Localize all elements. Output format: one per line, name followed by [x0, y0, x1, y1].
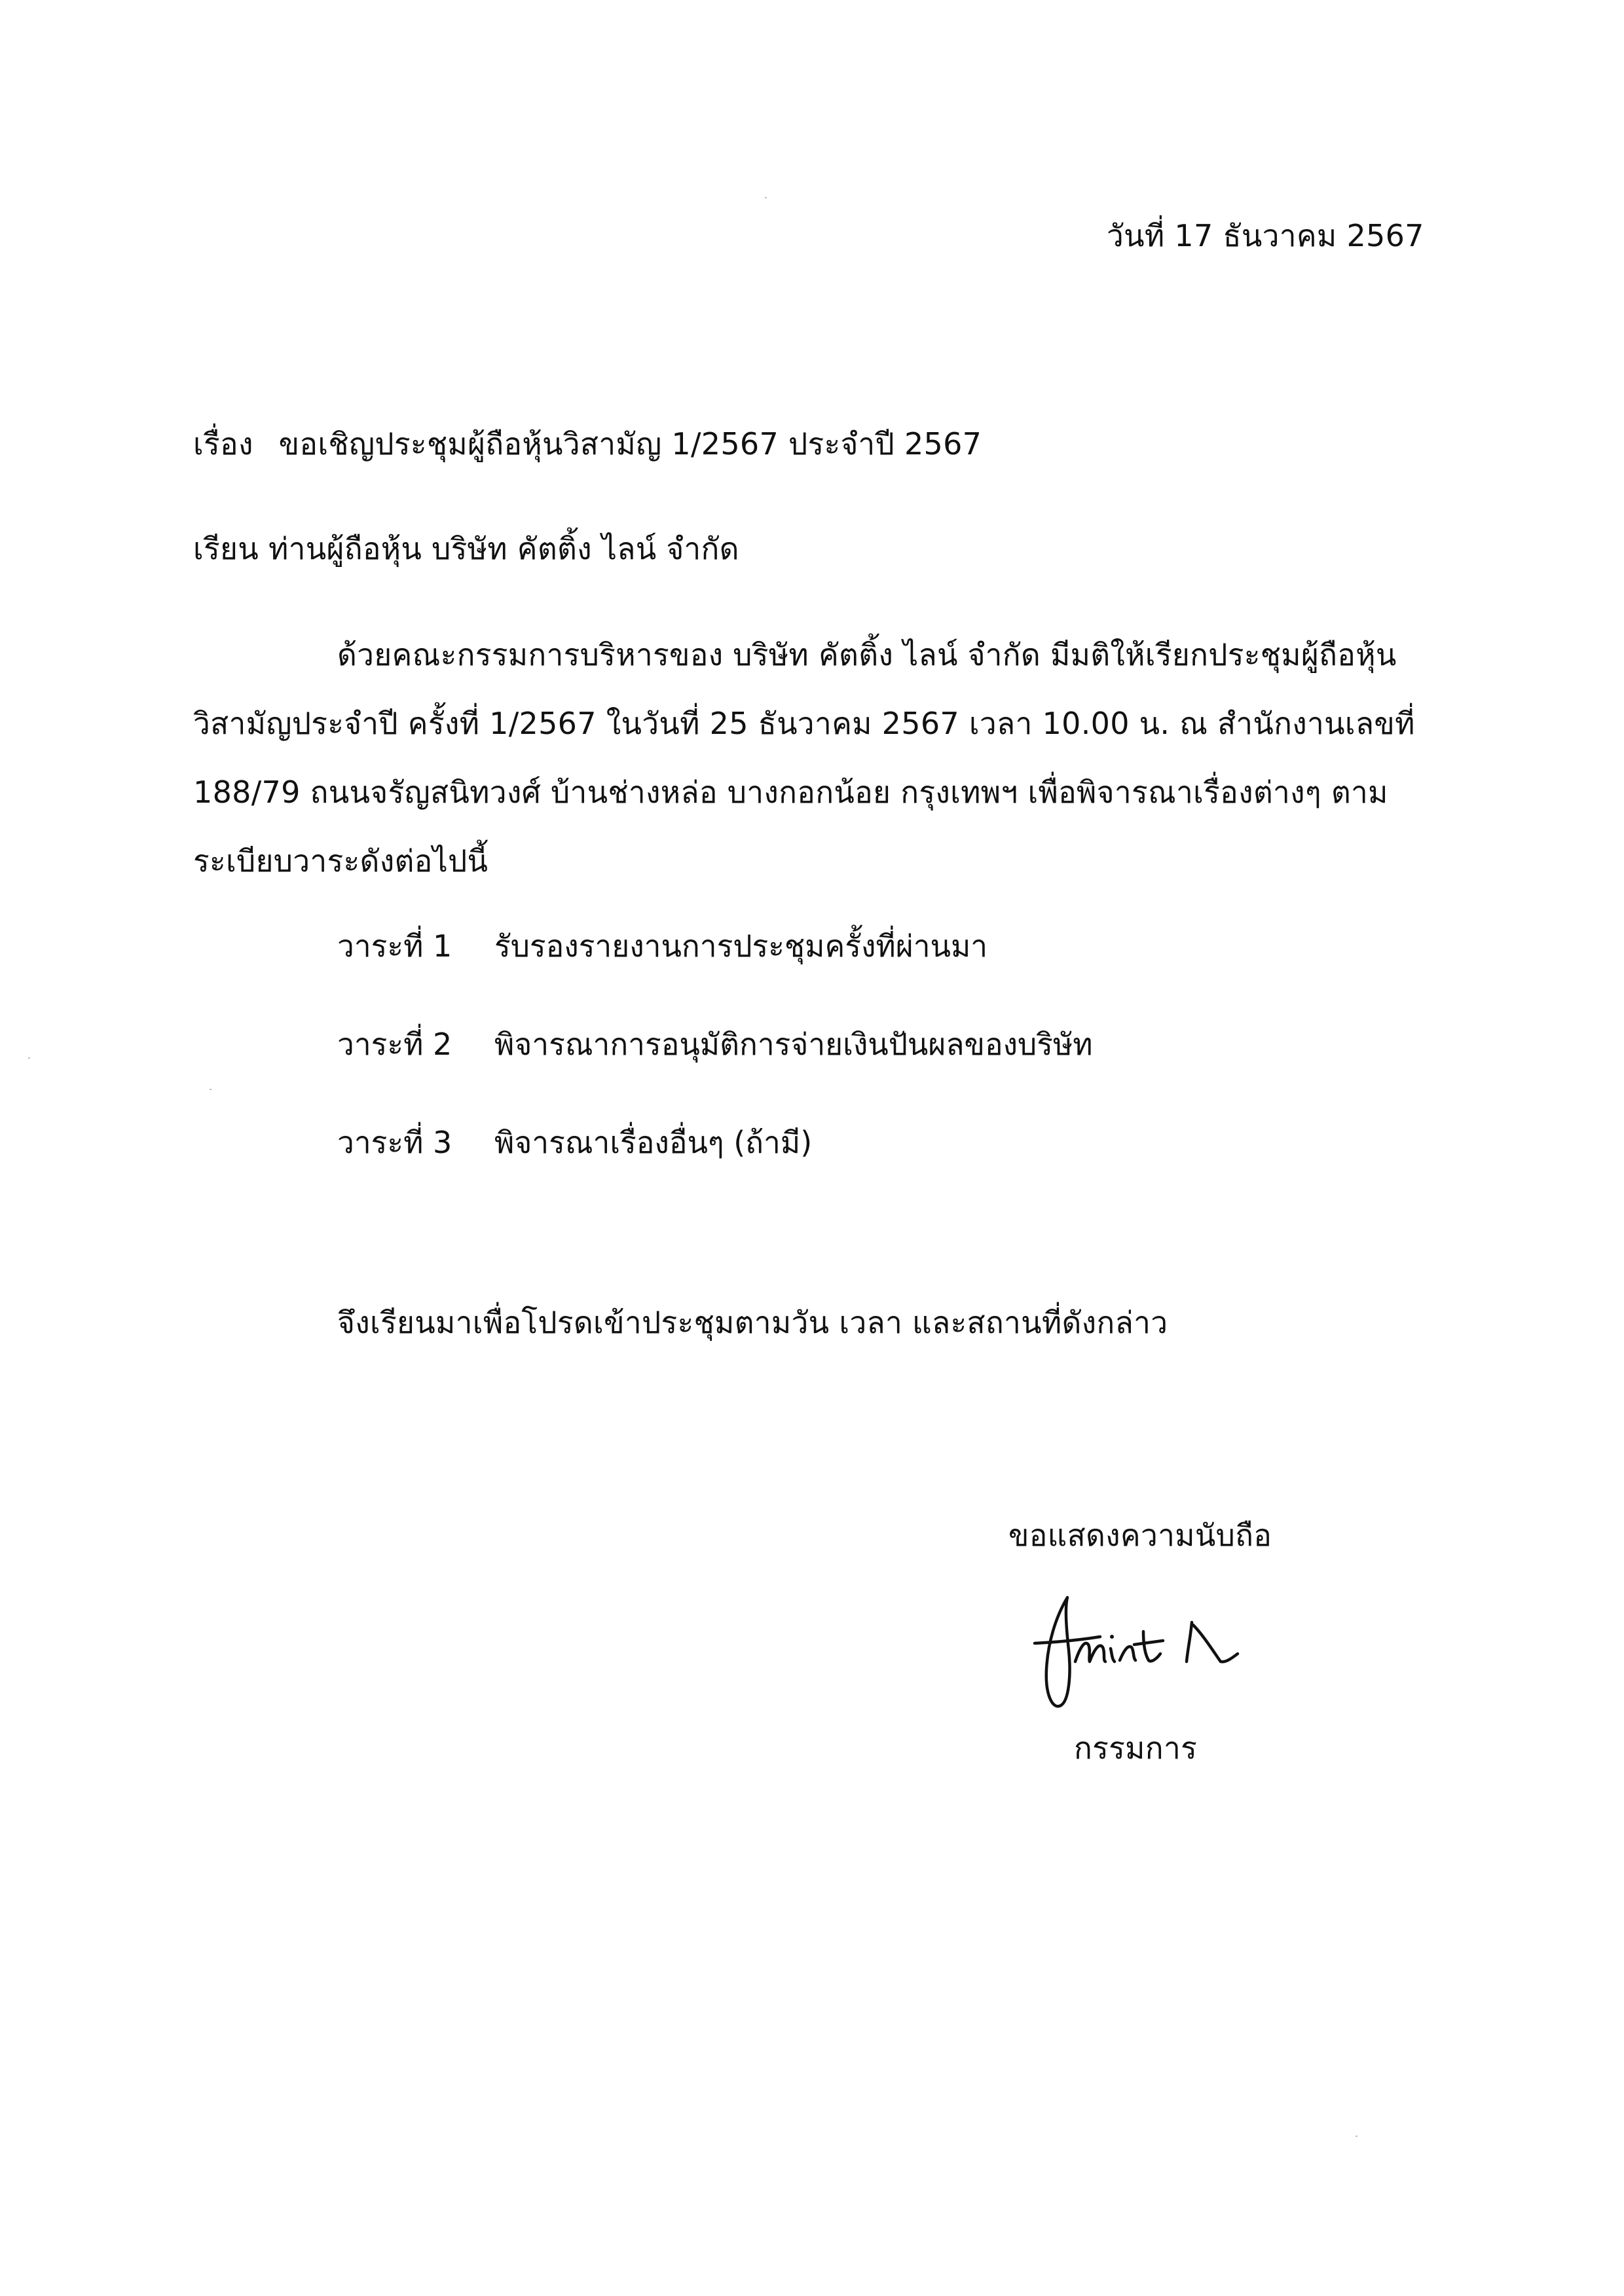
agenda-item: [337, 1025, 1093, 1064]
handwritten-signature: [1022, 1571, 1270, 1722]
agenda-item: [337, 926, 987, 966]
closing-sentence: จึงเรียนมาเพื่อโปรดเข้าประชุมตามวัน เวลา และสถานที่ดังกล่าว: [337, 1305, 1168, 1340]
scan-speck: [765, 197, 767, 198]
agenda-text: พิจารณาการอนุมัติการจ่ายเงินปันผลของบริษัท: [494, 1027, 1093, 1062]
body-paragraph-line: วิสามัญประจำปี ครั้งที่ 1/2567 ในวันที่ 25 ธันวาคม 2567 เวลา 10.00 น. ณ สำนักงานเลขที่: [193, 706, 1415, 741]
regards: ขอแสดงความนับถือ: [1008, 1518, 1272, 1553]
body-paragraph-line: ด้วยคณะกรรมการบริหารของ บริษัท คัตติ้ง ไลน์ จำกัด มีมติให้เรียกประชุมผู้ถือหุ้น: [337, 637, 1397, 672]
scan-speck: [210, 1089, 212, 1090]
agenda-number: วาระที่ 1: [337, 928, 452, 964]
scan-speck: [28, 1057, 30, 1059]
body-paragraph-line: 188/79 ถนนจรัญสนิทวงศ์ บ้านช่างหล่อ บางกอกน้อย กรุงเทพฯ เพื่อพิจารณาเรื่องต่างๆ ตาม: [193, 774, 1388, 810]
salutation: เรียน ท่านผู้ถือหุ้น บริษัท คัตติ้ง ไลน์ จำกัด: [193, 531, 739, 566]
agenda-number: วาระที่ 3: [337, 1125, 452, 1160]
subject-line: [193, 424, 982, 464]
agenda-item: [337, 1123, 812, 1162]
agenda-text: พิจารณาเรื่องอื่นๆ (ถ้ามี): [494, 1125, 813, 1160]
agenda-text: รับรองรายงานการประชุมครั้งที่ผ่านมา: [494, 928, 988, 964]
subject-label: เรื่อง: [193, 426, 253, 462]
subject-text: ขอเชิญประชุมผู้ถือหุ้นวิสามัญ 1/2567 ประจำปี 2567: [278, 426, 982, 462]
body-paragraph-line: ระเบียบวาระดังต่อไปนี้: [193, 843, 489, 879]
signer-position: กรรมการ: [1074, 1730, 1198, 1766]
scan-speck: [1356, 2136, 1357, 2137]
agenda-number: วาระที่ 2: [337, 1027, 452, 1062]
letter-date: วันที่ 17 ธันวาคม 2567: [1107, 218, 1424, 253]
